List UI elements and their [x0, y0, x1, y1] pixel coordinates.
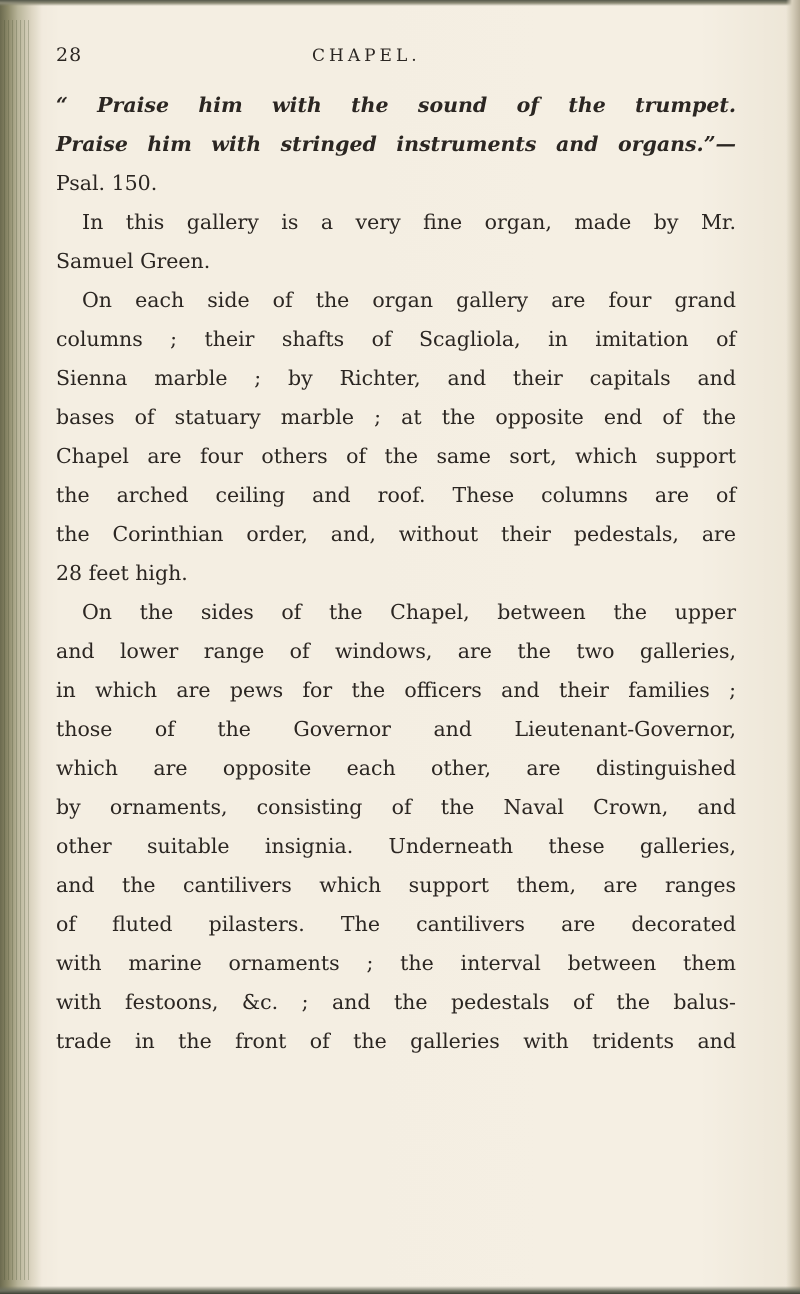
text-line: bases of statuary marble ; at the opposite end of the: [56, 405, 736, 429]
text-line: and lower range of windows, are the two galleries,: [56, 639, 736, 663]
text-line: Sienna marble ; by Richter, and their capitals and: [56, 366, 736, 390]
text-line: On the sides of the Chapel, between the upper: [82, 600, 736, 624]
text-line: “ Praise him with the sound of the trumpet.: [56, 93, 736, 117]
text-line: trade in the front of the galleries with tridents and: [56, 1029, 736, 1053]
text-line: Chapel are four others of the same sort, which support: [56, 444, 736, 468]
text-line: which are opposite each other, are distinguished: [56, 756, 736, 780]
text-line: Psal. 150.: [56, 171, 158, 195]
text-line: Samuel Green.: [56, 249, 211, 273]
text-line: Praise him with stringed instruments and organs.”—: [56, 132, 736, 156]
running-title: CHAPEL.: [312, 46, 421, 66]
page-number: 28: [56, 44, 83, 66]
text-line: other suitable insignia. Underneath these galleries,: [56, 834, 736, 858]
page-bottom-edge: [0, 1286, 800, 1294]
text-line: in which are pews for the officers and their families ;: [56, 678, 736, 702]
text-line: In this gallery is a very fine organ, made by Mr.: [82, 210, 736, 234]
text-line: of fluted pilasters. The cantilivers are decorated: [56, 912, 736, 936]
text-line: with festoons, &c. ; and the pedestals of the balus-: [56, 990, 736, 1014]
text-line: On each side of the organ gallery are four grand: [82, 288, 736, 312]
binding-texture: [4, 20, 30, 1280]
text-line: 28 feet high.: [56, 561, 188, 585]
text-line: by ornaments, consisting of the Naval Crown, and: [56, 795, 736, 819]
text-line: the arched ceiling and roof. These columns are of: [56, 483, 736, 507]
page-header: [56, 44, 776, 74]
text-line: columns ; their shafts of Scagliola, in imitation of: [56, 327, 736, 351]
text-line: the Corinthian order, and, without their pedestals, are: [56, 522, 736, 546]
body-text: [56, 86, 736, 1061]
binding-gutter: [0, 0, 42, 1294]
page-right-edge: [786, 0, 800, 1294]
page-top-edge: [0, 0, 800, 6]
text-line: those of the Governor and Lieutenant-Governor,: [56, 717, 736, 741]
text-line: and the cantilivers which support them, are ranges: [56, 873, 736, 897]
text-line: with marine ornaments ; the interval between them: [56, 951, 736, 975]
